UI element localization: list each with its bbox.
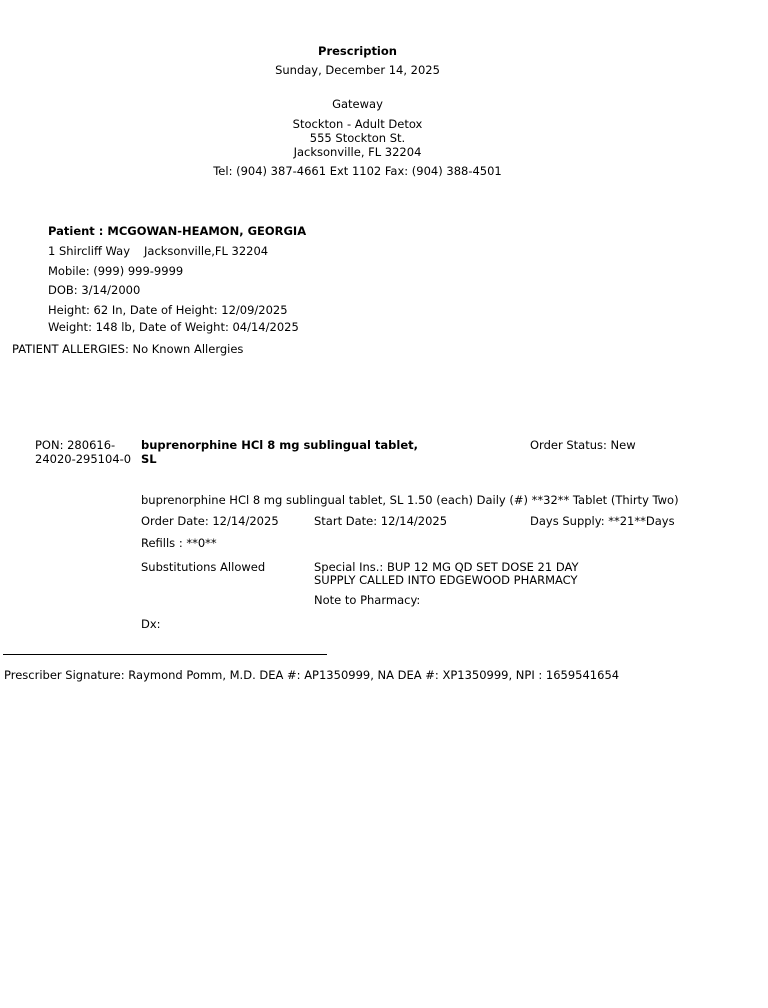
note-to-pharmacy: Note to Pharmacy: [314,593,421,607]
start-date: Start Date: 12/14/2025 [314,514,448,528]
signature-line [3,654,327,655]
organization-name: Gateway [332,97,383,111]
days-supply: Days Supply: **21**Days [530,514,675,528]
pon-line1: PON: 280616- [35,438,116,452]
patient-weight: Weight: 148 lb, Date of Weight: 04/14/2025 [48,320,299,334]
prescriber-signature: Prescriber Signature: Raymond Pomm, M.D. DEA #: AP1350999, NA DEA #: XP1350999, NPI : 1659541654 [4,668,620,682]
document-date: Sunday, December 14, 2025 [275,63,440,77]
special-instructions-line2: SUPPLY CALLED INTO EDGEWOOD PHARMACY [314,573,578,587]
facility-name: Stockton - Adult Detox [292,117,423,131]
drug-name-line1: buprenorphine HCl 8 mg sublingual tablet, [141,438,419,452]
facility-address-line1: 555 Stockton St. [309,131,406,145]
patient-mobile: Mobile: (999) 999-9999 [48,264,184,278]
substitutions: Substitutions Allowed [141,560,266,574]
special-instructions-line1: Special Ins.: BUP 12 MG QD SET DOSE 21 DAY [314,560,579,574]
patient-allergies: PATIENT ALLERGIES: No Known Allergies [12,342,244,356]
facility-address-line2: Jacksonville, FL 32204 [293,145,422,159]
pon-line2: 24020-295104-0 [35,452,132,466]
diagnosis: Dx: [141,617,161,631]
refills: Refills : **0** [141,536,217,550]
facility-contact: Tel: (904) 387-4661 Ext 1102 Fax: (904) 388-4501 [213,164,502,178]
order-status: Order Status: New [530,438,636,452]
patient-city-state-zip: Jacksonville,FL 32204 [144,244,269,258]
patient-dob: DOB: 3/14/2000 [48,283,141,297]
document-title: Prescription [318,44,397,58]
order-date: Order Date: 12/14/2025 [141,514,279,528]
patient-name: Patient : MCGOWAN-HEAMON, GEORGIA [48,224,307,238]
order-sig: buprenorphine HCl 8 mg sublingual tablet, SL 1.50 (each) Daily (#) **32** Tablet (Thirty Two) [141,493,679,507]
patient-height: Height: 62 In, Date of Height: 12/09/2025 [48,303,288,317]
patient-street: 1 Shircliff Way [48,244,131,258]
drug-name-line2: SL [141,452,157,466]
